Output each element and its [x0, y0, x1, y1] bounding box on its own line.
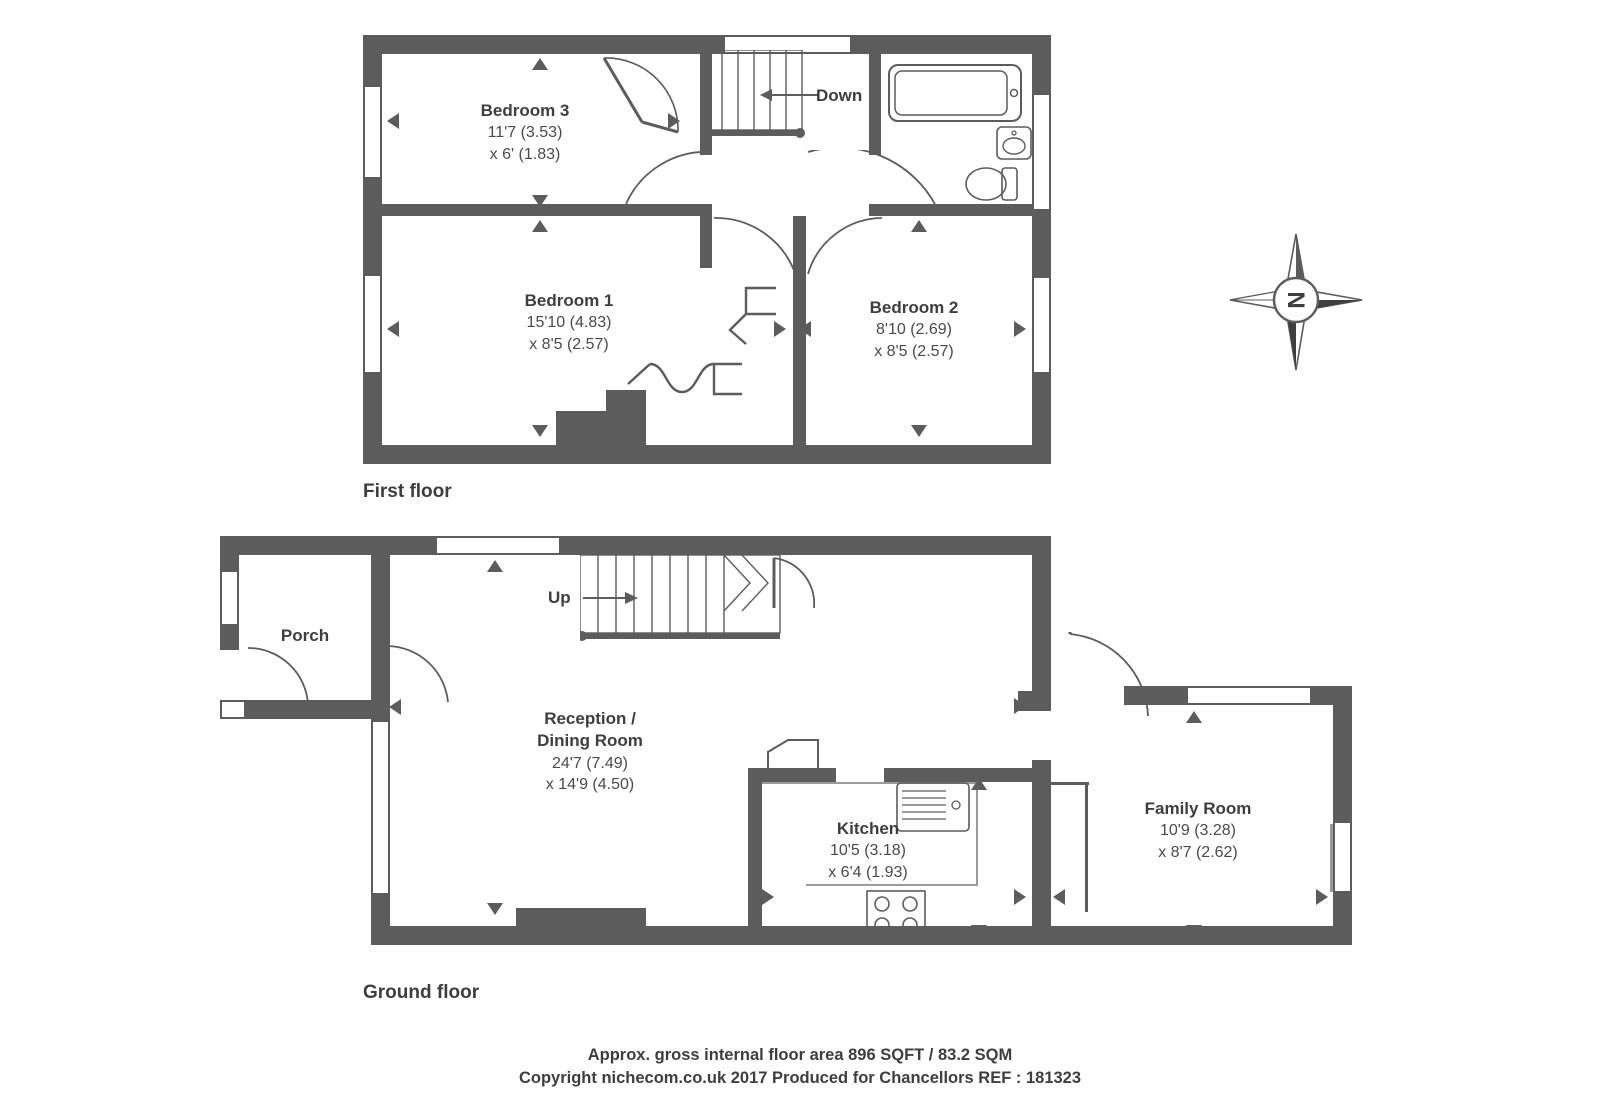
room-name-line2: Dining Room	[537, 731, 643, 751]
window-arrow-g1	[487, 560, 503, 572]
room-label-bedroom-3	[400, 100, 650, 165]
wardrobe-bedroom1-b	[614, 350, 744, 398]
door-arrow-g8	[1014, 889, 1026, 905]
room-name: Bedroom 3	[480, 101, 570, 120]
window-arrow-f9	[911, 425, 927, 437]
room-name: Bedroom 2	[869, 298, 959, 317]
window-arrow-f7	[911, 220, 927, 232]
floor-title-first: First floor	[363, 481, 452, 502]
family-right-inner-line	[1330, 824, 1333, 892]
door-arrow-f11	[774, 321, 786, 337]
wall-first-left-b	[363, 179, 382, 274]
wall-first-internal-v4	[869, 35, 881, 155]
room-name: Kitchen	[836, 819, 900, 838]
wall-first-right-a	[1032, 35, 1051, 93]
stairs-down-label: Down	[816, 86, 863, 105]
window-arrow-g3	[487, 903, 503, 915]
window-family-top	[1186, 686, 1312, 705]
door-arrow-g7	[1014, 698, 1026, 714]
wall-ground-top-mid	[561, 536, 1051, 555]
hob-icon	[866, 890, 926, 940]
wall-ground-right-a	[1032, 536, 1051, 691]
footer-area-line: Approx. gross internal floor area 896 SQFT / 83.2 SQM	[587, 1046, 1013, 1064]
room-label-family-room	[1073, 798, 1323, 863]
wardrobe-bedroom1-a	[712, 286, 778, 348]
window-first-left-1	[363, 85, 382, 179]
door-arrow-g4	[762, 889, 774, 905]
wall-first-left-a	[363, 35, 382, 85]
counter-kitchen-inner-bottom	[806, 884, 978, 886]
room-dim-metric: x 14'9 (4.50)	[545, 775, 635, 793]
room-name: Reception /	[544, 709, 636, 728]
room-dim-imperial: 11'7 (3.53)	[487, 124, 563, 142]
window-arrow-f3	[532, 195, 548, 207]
room-label-bedroom-2	[789, 297, 1039, 362]
wall-first-bottom	[363, 445, 1051, 464]
wall-kitchen-top-b	[884, 768, 1024, 782]
cupboard-icon	[766, 738, 838, 778]
wall-kitchen-right	[1018, 768, 1051, 782]
door-arrow-g2	[389, 699, 401, 715]
room-dim-imperial: 8'10 (2.69)	[876, 321, 952, 339]
window-arrow-f1	[532, 58, 548, 70]
window-arrow-f4	[532, 220, 548, 232]
wall-porch-left-a	[220, 536, 239, 570]
wall-family-right-a	[1333, 686, 1352, 821]
room-dim-metric: x 8'7 (2.62)	[1158, 843, 1238, 861]
window-porch-bottom	[220, 700, 246, 719]
wall-first-top-left	[363, 35, 723, 54]
window-arrow-g12	[1186, 925, 1202, 937]
window-arrow-f6	[532, 425, 548, 437]
room-dim-imperial: 10'9 (3.28)	[1160, 822, 1236, 840]
compass-icon	[1222, 228, 1370, 376]
room-label-reception-dining	[465, 708, 715, 795]
window-ground-top-1	[435, 536, 561, 555]
window-arrow-g5	[971, 778, 987, 790]
door-arrow-f10	[668, 113, 680, 129]
wall-first-top-right	[852, 35, 1051, 54]
door-landing-right	[806, 150, 946, 210]
door-porch-outer	[246, 646, 312, 708]
wall-first-internal-v2	[700, 216, 712, 268]
window-porch-left	[220, 570, 239, 626]
room-dim-metric: x 8'5 (2.57)	[529, 335, 609, 353]
window-arrow-g11	[1316, 889, 1328, 905]
wall-kitchen-right-thin	[1047, 782, 1051, 912]
room-dim-metric: x 6' (1.83)	[489, 145, 561, 163]
door-stair-landing	[772, 556, 820, 612]
door-porch-inner	[386, 644, 452, 706]
wall-ground-bottom-mid	[646, 926, 1051, 945]
window-arrow-g6	[971, 925, 987, 937]
window-arrow-f2	[387, 113, 399, 129]
window-first-left-2	[363, 274, 382, 374]
door-bedroom1	[712, 216, 798, 278]
family-inner-line-h	[1047, 782, 1089, 785]
window-ground-left	[371, 720, 390, 895]
room-name: Porch	[280, 626, 330, 645]
stairs-down-arrow	[760, 86, 820, 104]
sink-icon	[996, 126, 1032, 160]
wall-ground-bottom-left	[371, 926, 516, 945]
window-arrow-f5	[387, 321, 399, 337]
room-label-porch	[205, 625, 405, 647]
room-dim-imperial: 15'10 (4.83)	[526, 314, 612, 332]
wall-first-right-b	[1032, 211, 1051, 276]
window-first-right-1	[1032, 93, 1051, 211]
window-family-right	[1333, 821, 1352, 893]
room-dim-metric: x 6'4 (1.93)	[828, 863, 908, 881]
room-dim-imperial: 24'7 (7.49)	[552, 754, 628, 772]
floor-title-ground: Ground floor	[363, 982, 480, 1003]
door-family-room	[1052, 632, 1152, 720]
door-arrow-g9	[1053, 889, 1065, 905]
window-arrow-g10	[1186, 711, 1202, 723]
room-name: Family Room	[1144, 799, 1252, 818]
room-dim-imperial: 10'5 (3.18)	[830, 842, 906, 860]
wall-ground-bottom-bay	[516, 908, 646, 945]
compass-letter: N	[1282, 291, 1309, 309]
wall-ground-top-left	[220, 536, 435, 555]
room-label-bedroom-1	[444, 290, 694, 355]
footer-copyright-line: Copyright nichecom.co.uk 2017 Produced for Chancellors REF : 181323	[518, 1069, 1082, 1087]
wall-first-stub-bed1	[556, 411, 646, 445]
stairs-up-label: Up	[548, 588, 571, 607]
room-name: Bedroom 1	[524, 291, 614, 310]
door-bedroom2	[806, 216, 884, 278]
room-dim-metric: x 8'5 (2.57)	[874, 342, 954, 360]
toilet-icon	[964, 162, 1020, 212]
room-label-kitchen	[743, 818, 993, 883]
stairs-up-arrow	[583, 589, 638, 607]
bath-tub-icon	[888, 64, 1022, 122]
wall-family-right-b	[1333, 893, 1352, 945]
